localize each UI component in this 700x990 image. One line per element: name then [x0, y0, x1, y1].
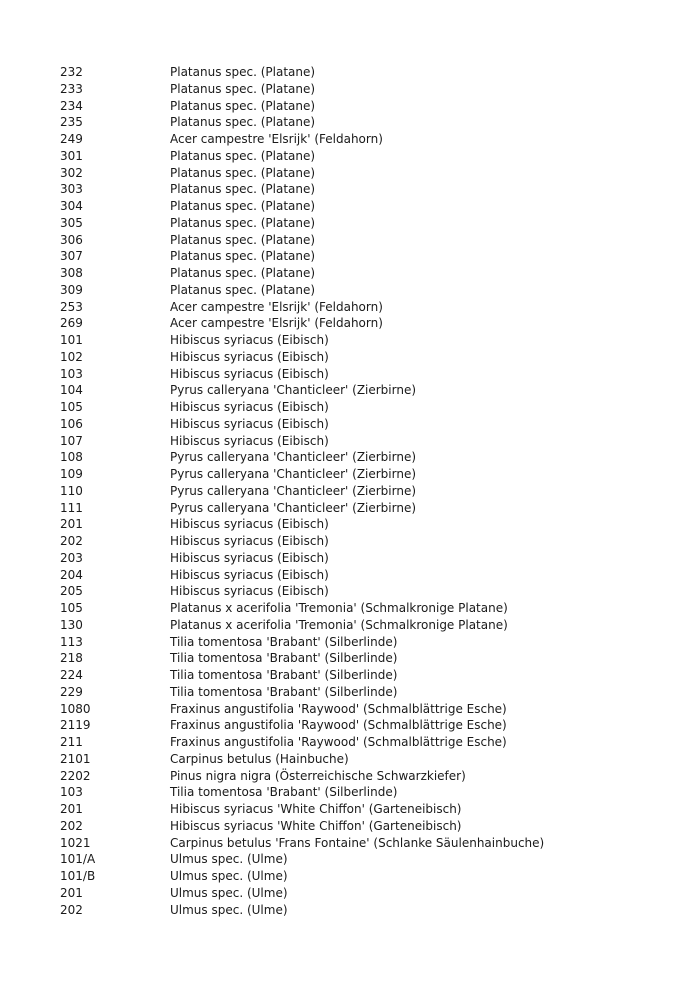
list-item — [60, 550, 680, 567]
list-item — [60, 617, 680, 634]
tree-species: Fraxinus angustifolia 'Raywood' (Schmalblättrige Esche) — [170, 735, 507, 749]
tree-id: 232 — [60, 65, 83, 79]
list-item — [60, 265, 680, 282]
list-item — [60, 148, 680, 165]
tree-species: Ulmus spec. (Ulme) — [170, 869, 288, 883]
tree-id: 101/A — [60, 852, 96, 867]
list-item — [60, 232, 680, 249]
list-item — [60, 768, 680, 785]
tree-id: 249 — [60, 132, 83, 146]
tree-species: Platanus spec. (Platane) — [170, 266, 316, 280]
tree-id: 111 — [60, 500, 83, 515]
list-item — [60, 349, 680, 366]
list-item — [60, 248, 680, 265]
tree-species: Hibiscus syriacus (Eibisch) — [170, 517, 329, 532]
tree-id: 302 — [60, 165, 83, 180]
tree-id: 269 — [60, 316, 83, 331]
list-item — [60, 650, 680, 667]
list-item — [60, 567, 680, 584]
tree-id: 201 — [60, 517, 83, 532]
list-item — [60, 851, 680, 868]
tree-species: Tilia tomentosa 'Brabant' (Silberlinde) — [170, 684, 398, 699]
list-item — [60, 114, 680, 131]
list-item — [60, 667, 680, 684]
tree-species: Carpinus betulus (Hainbuche) — [170, 751, 349, 766]
list-item — [60, 131, 680, 148]
tree-id: 304 — [60, 199, 83, 213]
list-item — [60, 332, 680, 349]
tree-species: Tilia tomentosa 'Brabant' (Silberlinde) — [170, 651, 398, 666]
tree-list — [60, 64, 680, 918]
tree-species: Hibiscus syriacus (Eibisch) — [170, 366, 329, 381]
tree-id: 201 — [60, 802, 83, 816]
tree-id: 307 — [60, 249, 83, 264]
list-item — [60, 500, 680, 517]
tree-species: Tilia tomentosa 'Brabant' (Silberlinde) — [170, 668, 398, 682]
tree-species: Platanus spec. (Platane) — [170, 98, 316, 113]
list-item — [60, 885, 680, 902]
list-item — [60, 634, 680, 651]
tree-id: 309 — [60, 282, 83, 297]
tree-id: 103 — [60, 366, 83, 381]
tree-id: 253 — [60, 299, 83, 314]
tree-species: Platanus spec. (Platane) — [170, 199, 316, 213]
tree-id: 306 — [60, 232, 83, 247]
tree-id: 2119 — [60, 718, 91, 733]
list-item — [60, 399, 680, 416]
tree-species: Platanus x acerifolia 'Tremonia' (Schmalkronige Platane) — [170, 617, 508, 632]
list-item — [60, 600, 680, 617]
tree-species: Pyrus calleryana 'Chanticleer' (Zierbirne) — [170, 467, 417, 481]
tree-id: 101 — [60, 333, 83, 347]
list-item — [60, 751, 680, 768]
list-item — [60, 449, 680, 466]
tree-species: Platanus spec. (Platane) — [170, 65, 316, 79]
tree-species: Platanus spec. (Platane) — [170, 282, 316, 297]
list-item — [60, 701, 680, 718]
list-item — [60, 818, 680, 835]
tree-id: 235 — [60, 115, 83, 130]
tree-id: 107 — [60, 433, 83, 448]
tree-id: 1021 — [60, 835, 91, 850]
tree-id: 105 — [60, 400, 83, 414]
tree-id: 2101 — [60, 751, 91, 766]
tree-species: Hibiscus syriacus (Eibisch) — [170, 433, 329, 448]
list-item — [60, 483, 680, 500]
tree-species: Hibiscus syriacus 'White Chiffon' (Garteneibisch) — [170, 818, 462, 833]
tree-id: 205 — [60, 584, 83, 599]
tree-id: 202 — [60, 818, 83, 833]
list-item — [60, 382, 680, 399]
tree-id: 113 — [60, 634, 83, 649]
tree-species: Acer campestre 'Elsrijk' (Feldahorn) — [170, 299, 383, 314]
tree-species: Pyrus calleryana 'Chanticleer' (Zierbirne) — [170, 500, 417, 515]
tree-id: 202 — [60, 902, 83, 917]
list-item — [60, 181, 680, 198]
tree-species: Hibiscus syriacus (Eibisch) — [170, 550, 329, 565]
tree-species: Hibiscus syriacus (Eibisch) — [170, 534, 329, 548]
tree-species: Platanus spec. (Platane) — [170, 215, 316, 230]
list-item — [60, 165, 680, 182]
tree-id: 303 — [60, 182, 83, 197]
tree-species: Pinus nigra nigra (Österreichische Schwarzkiefer) — [170, 768, 466, 783]
tree-species: Hibiscus syriacus (Eibisch) — [170, 400, 329, 414]
list-item — [60, 902, 680, 919]
tree-id: 202 — [60, 534, 83, 548]
tree-species: Fraxinus angustifolia 'Raywood' (Schmalblättrige Esche) — [170, 701, 507, 716]
tree-species: Platanus spec. (Platane) — [170, 249, 316, 264]
tree-id: 130 — [60, 617, 83, 632]
list-item — [60, 81, 680, 98]
tree-species: Fraxinus angustifolia 'Raywood' (Schmalblättrige Esche) — [170, 718, 507, 733]
tree-id: 109 — [60, 467, 83, 481]
list-item — [60, 717, 680, 734]
list-item — [60, 416, 680, 433]
tree-id: 102 — [60, 349, 83, 364]
tree-species: Platanus x acerifolia 'Tremonia' (Schmalkronige Platane) — [170, 601, 508, 615]
list-item — [60, 366, 680, 383]
list-item — [60, 784, 680, 801]
tree-id: 211 — [60, 735, 83, 749]
tree-id: 106 — [60, 416, 83, 431]
tree-species: Pyrus calleryana 'Chanticleer' (Zierbirne) — [170, 483, 417, 498]
tree-species: Platanus spec. (Platane) — [170, 232, 316, 247]
tree-id: 203 — [60, 550, 83, 565]
tree-species: Acer campestre 'Elsrijk' (Feldahorn) — [170, 316, 383, 331]
tree-species: Hibiscus syriacus (Eibisch) — [170, 416, 329, 431]
list-item — [60, 315, 680, 332]
tree-id: 308 — [60, 266, 83, 280]
list-item — [60, 433, 680, 450]
tree-species: Ulmus spec. (Ulme) — [170, 852, 288, 867]
list-item — [60, 801, 680, 818]
list-item — [60, 533, 680, 550]
list-item — [60, 282, 680, 299]
list-item — [60, 868, 680, 885]
list-item — [60, 299, 680, 316]
list-item — [60, 583, 680, 600]
tree-species: Hibiscus syriacus (Eibisch) — [170, 333, 329, 347]
tree-id: 201 — [60, 885, 83, 900]
tree-species: Platanus spec. (Platane) — [170, 148, 316, 163]
tree-id: 1080 — [60, 701, 91, 716]
tree-species: Ulmus spec. (Ulme) — [170, 902, 288, 917]
tree-id: 103 — [60, 785, 83, 800]
list-item — [60, 734, 680, 751]
tree-id: 229 — [60, 684, 83, 699]
tree-id: 101/B — [60, 869, 96, 883]
tree-id: 218 — [60, 651, 83, 666]
tree-species: Platanus spec. (Platane) — [170, 81, 316, 96]
list-item — [60, 516, 680, 533]
list-item — [60, 98, 680, 115]
tree-id: 224 — [60, 668, 83, 682]
tree-id: 110 — [60, 483, 83, 498]
list-item — [60, 64, 680, 81]
tree-species: Carpinus betulus 'Frans Fontaine' (Schlanke Säulenhainbuche) — [170, 835, 545, 850]
tree-id: 301 — [60, 148, 83, 163]
tree-species: Hibiscus syriacus (Eibisch) — [170, 584, 329, 599]
list-item — [60, 198, 680, 215]
tree-species: Platanus spec. (Platane) — [170, 182, 316, 197]
list-item — [60, 684, 680, 701]
tree-id: 305 — [60, 215, 83, 230]
tree-species: Pyrus calleryana 'Chanticleer' (Zierbirne) — [170, 450, 417, 465]
tree-species: Ulmus spec. (Ulme) — [170, 885, 288, 900]
list-item — [60, 835, 680, 852]
tree-id: 233 — [60, 81, 83, 96]
tree-id: 204 — [60, 567, 83, 582]
tree-species: Pyrus calleryana 'Chanticleer' (Zierbirne) — [170, 383, 417, 398]
tree-species: Platanus spec. (Platane) — [170, 165, 316, 180]
tree-species: Tilia tomentosa 'Brabant' (Silberlinde) — [170, 785, 398, 800]
tree-species: Hibiscus syriacus (Eibisch) — [170, 567, 329, 582]
tree-species: Acer campestre 'Elsrijk' (Feldahorn) — [170, 132, 383, 146]
list-item — [60, 466, 680, 483]
tree-id: 104 — [60, 383, 83, 398]
tree-id: 105 — [60, 601, 83, 615]
tree-id: 108 — [60, 450, 83, 465]
tree-species: Tilia tomentosa 'Brabant' (Silberlinde) — [170, 634, 398, 649]
tree-id: 2202 — [60, 768, 91, 783]
tree-species: Hibiscus syriacus (Eibisch) — [170, 349, 329, 364]
tree-id: 234 — [60, 98, 83, 113]
list-item — [60, 215, 680, 232]
tree-species: Platanus spec. (Platane) — [170, 115, 316, 130]
tree-species: Hibiscus syriacus 'White Chiffon' (Garteneibisch) — [170, 802, 462, 816]
